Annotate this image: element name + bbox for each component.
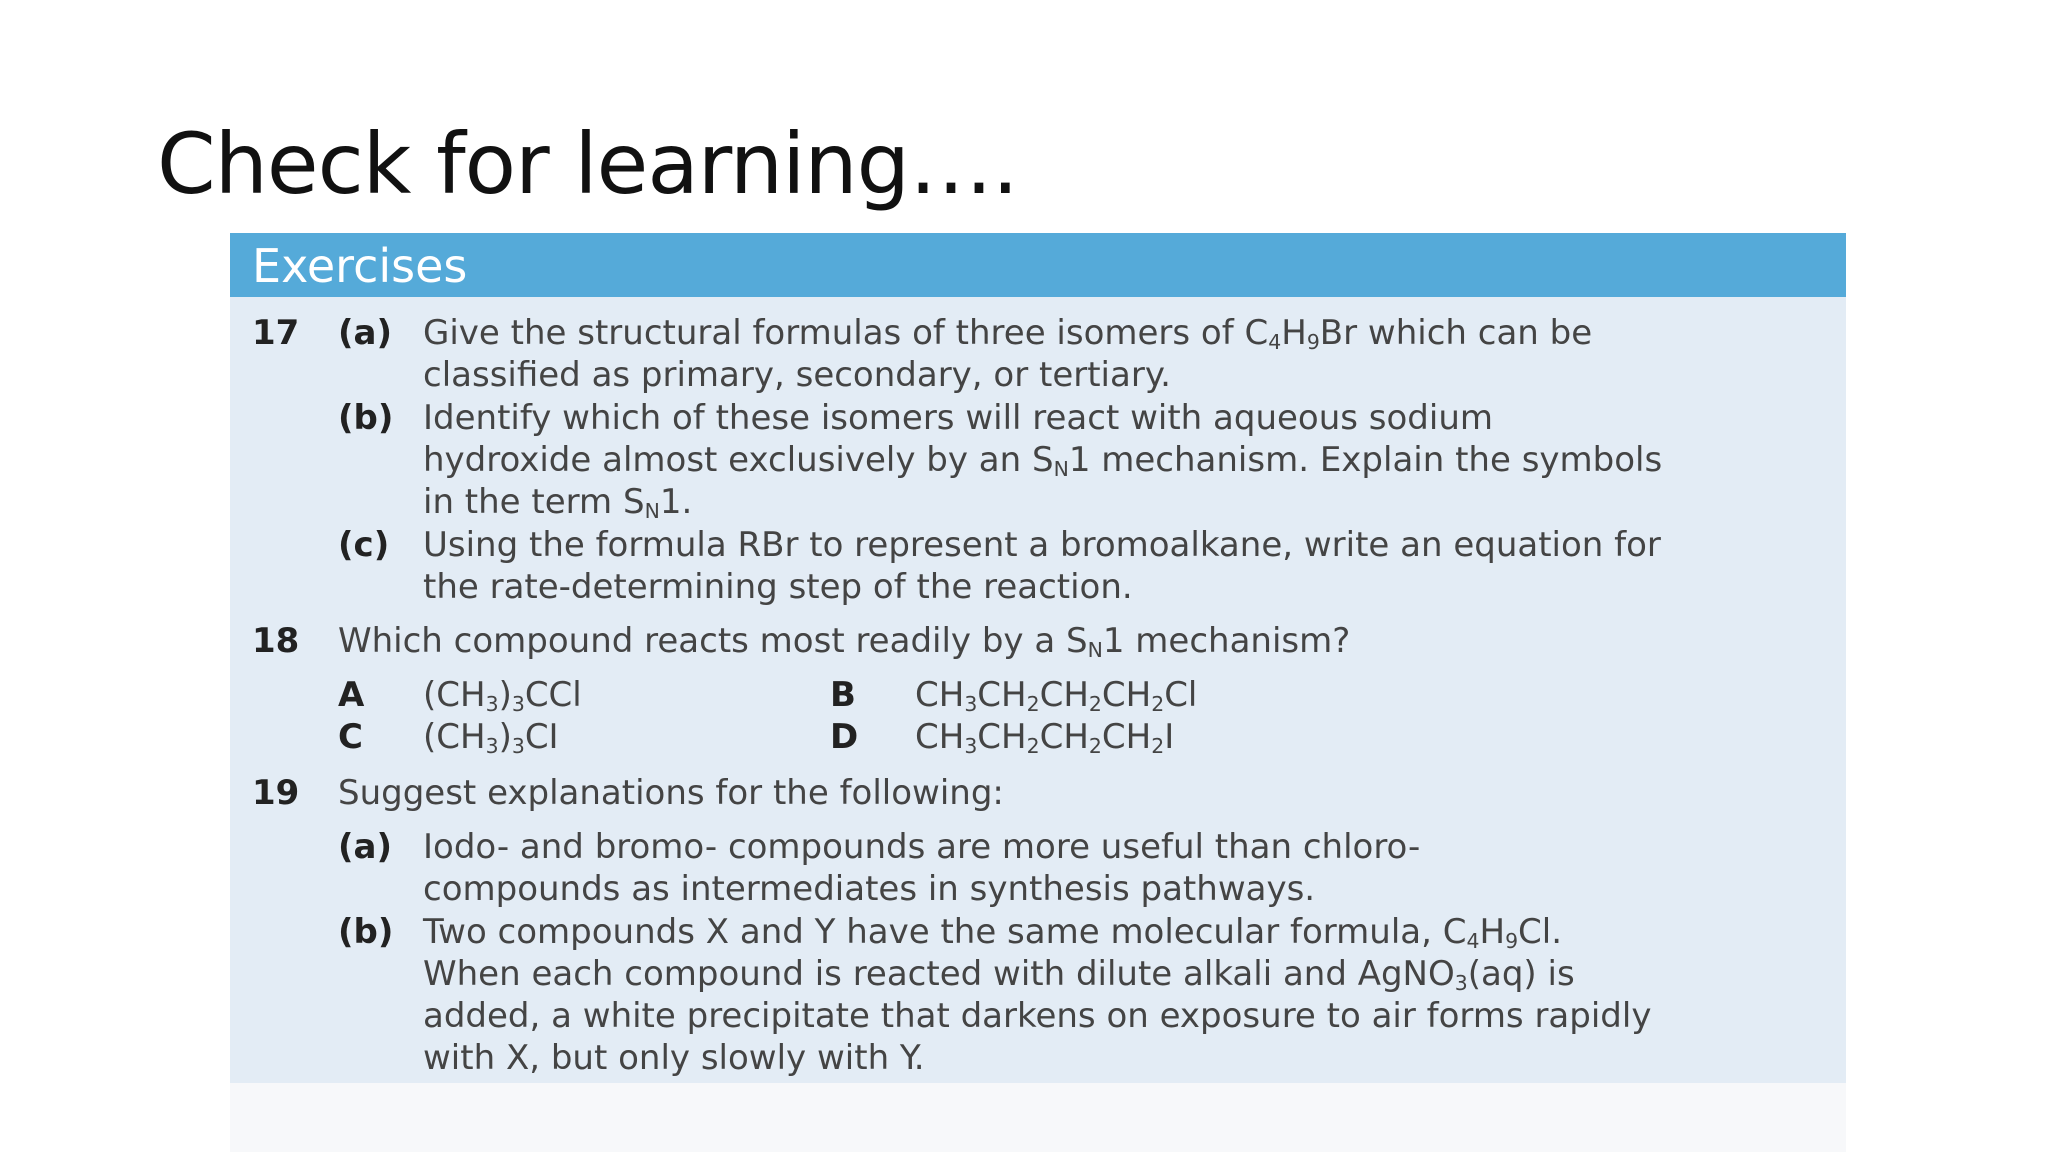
option-d-text: $CH_3CH_2CH_2CH_2I$ [915, 717, 1175, 759]
question-19-stem: Suggest explanations for the following: [338, 773, 1004, 813]
question-17b-line2: hydroxide almost exclusively by an $S_N1$ mechanism. Explain the symbols [423, 440, 1663, 482]
question-17c-line2: the rate-determining step of the reaction. [423, 567, 1133, 607]
question-17a-label: (a) [338, 313, 393, 353]
option-b-text: $CH_3CH_2CH_2CH_2Cl$ [915, 675, 1198, 717]
question-17c-label: (c) [338, 525, 390, 565]
question-17a-line1: Give the structural formulas of three isomers of $C_4H_9Br$ which can be [423, 313, 1593, 355]
option-c-label: C [338, 717, 363, 757]
option-b-label: B [830, 675, 856, 715]
image-bottom-margin [230, 1083, 1846, 1152]
option-a-label: A [338, 675, 365, 715]
question-17b-line3: in the term $S_N1$. [423, 482, 693, 524]
question-19-number: 19 [252, 773, 300, 813]
question-19a-line2: compounds as intermediates in synthesis pathways. [423, 869, 1316, 909]
question-17b-line1: Identify which of these isomers will react with aqueous sodium [423, 398, 1494, 438]
question-19b-line1: Two compounds X and Y have the same molecular formula, $C_4H_9Cl$. [423, 912, 1563, 954]
question-19b-line4: with X, but only slowly with Y. [423, 1038, 925, 1078]
question-18-number: 18 [252, 621, 300, 661]
question-17-number: 17 [252, 313, 300, 353]
question-17b-label: (b) [338, 398, 394, 438]
option-c-text: $(CH_3)_3CI$ [423, 717, 559, 759]
slide-title: Check for learning…. [157, 115, 1018, 213]
question-19b-label: (b) [338, 912, 394, 952]
exercise-header-label: Exercises [252, 239, 468, 293]
option-a-text: $(CH_3)_3CCl$ [423, 675, 582, 717]
question-19b-line3: added, a white precipitate that darkens on exposure to air forms rapidly [423, 996, 1652, 1036]
question-19a-label: (a) [338, 827, 393, 867]
option-d-label: D [830, 717, 859, 757]
question-17a-line2: classified as primary, secondary, or tertiary. [423, 355, 1171, 395]
exercise-header [230, 233, 1846, 297]
question-18-stem: Which compound reacts most readily by a $S_N1$ mechanism? [338, 621, 1351, 663]
question-17c-line1: Using the formula RBr to represent a bromoalkane, write an equation for [423, 525, 1661, 565]
question-19a-line1: Iodo- and bromo- compounds are more useful than chloro- [423, 827, 1421, 867]
question-19b-line2: When each compound is reacted with dilute alkali and AgNO$_3$(aq) is [423, 954, 1575, 996]
exercise-box [230, 233, 1846, 1083]
